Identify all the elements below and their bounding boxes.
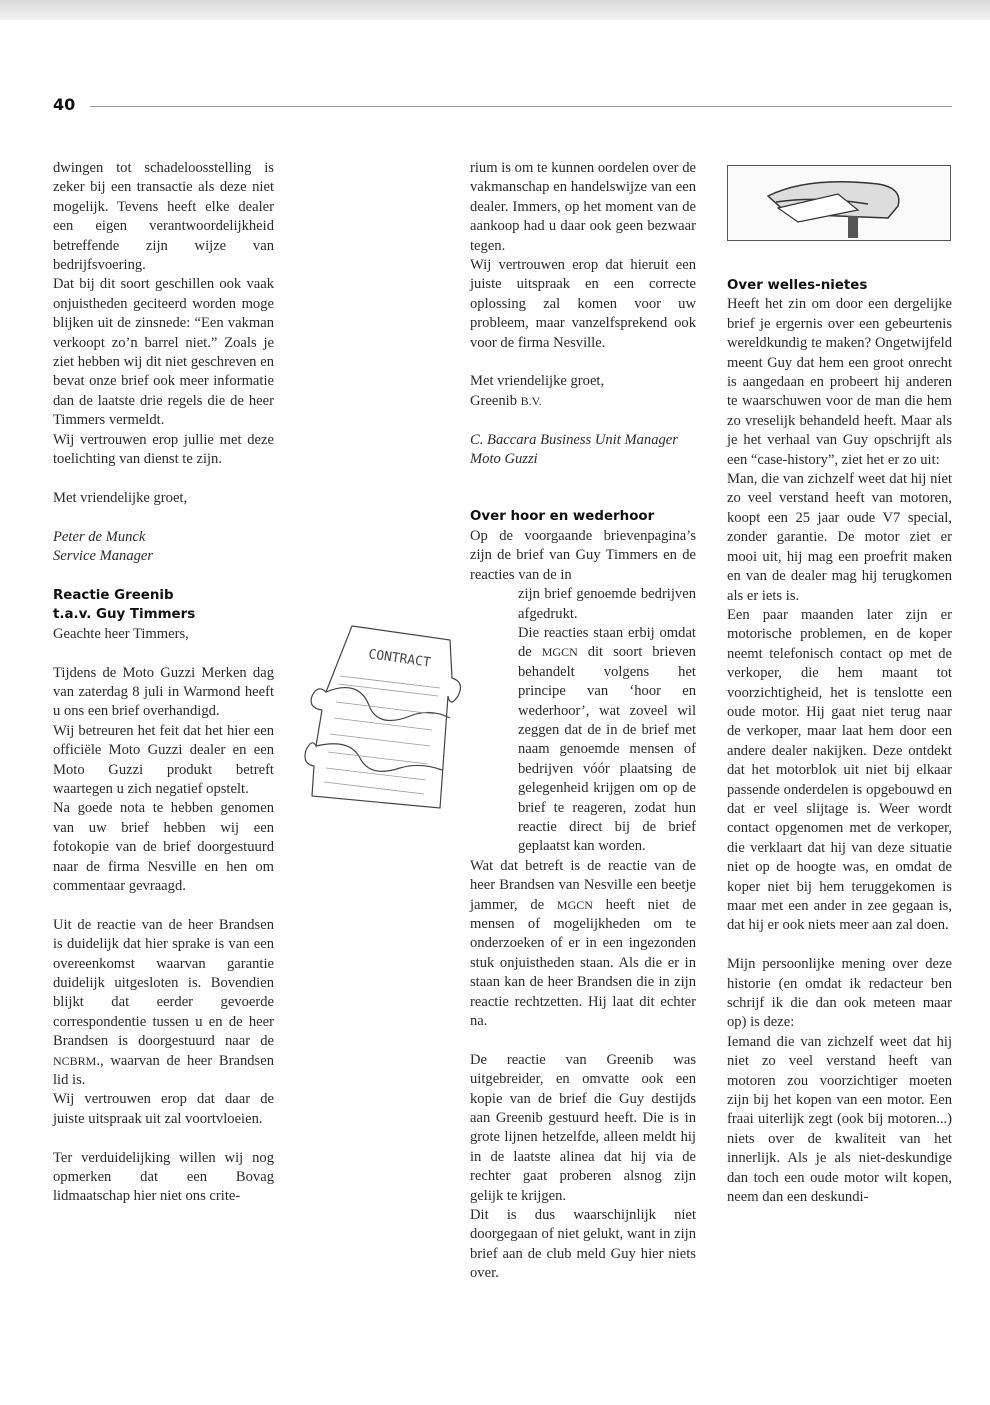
column-3 bbox=[727, 276, 952, 1207]
col3-paragraph: Iemand die van zichzelf weet dat hij niet zo veel verstand heeft van motoren zou voorzichtiger moeten zijn bij het kopen van een motor. Een fraai uiterlijk zegt (ook bij motoren...) niets over de kwaliteit van het innerlijk. Als je als niet-deskundige dan toch een oude motor wilt kopen, neem dan een deskundi- bbox=[727, 1033, 952, 1206]
col2-paragraph: Op de voorgaande brievenpagina’s zijn de brief van Guy Timmers en de reacties van de in bbox=[470, 527, 696, 583]
col2-paragraph: zijn brief genoemde bedrijven afgedrukt. bbox=[518, 586, 696, 622]
col3-paragraph: Een paar maanden later zijn er motorische problemen, en de koper neemt telefonisch contact op met de verkoper, die hem maant tot voorzichtigheid, het is tenslotte een oude motor. Hij gaat niet terug naar de verkoper, maar laat hem door een andere dealer nakijken. Deze ontdekt dat het motorblok uit niet bij elkaar passende onderdelen is opgebouwd en dat er veel slijtage is. Weer wordt contact opgenomen met de verkoper, die verklaart dat hij van deze situatie niet op de hoogte was, en omdat de koper niet bij hem teruggekomen is maar met een ander in zee gegaan is, dat hij er ook niets meer aan zal doen. bbox=[727, 606, 952, 934]
abbr-bv: B.V. bbox=[520, 393, 542, 408]
col2-paragraph-mgcn-2 bbox=[470, 857, 696, 1032]
col2-paragraph: Dit is dus waarschijnlijk niet doorgegaan of niet gelukt, want in zijn brief aan de club meld Guy hier niets over. bbox=[470, 1207, 696, 1282]
col1-p7-text: Uit de reactie van de heer Brandsen is duidelijk dat hier sprake is van een overeenkomst waarvan garantie duidelijk uitgesloten is. Bovendien blijkt dat eerder gevoerde correspondentie tussen u en de heer Brandsen is doorgestuurd naar de bbox=[53, 916, 274, 1050]
abbr-mgcn: MGCN bbox=[541, 645, 578, 660]
col1-greeting: Met vriendelijke groet, bbox=[53, 489, 188, 506]
section-heading-welles-nietes: Over welles-nietes bbox=[727, 278, 868, 293]
col1-paragraph-ncbrm bbox=[53, 916, 274, 1091]
col2-p4-text: Die reacties staan erbij omdat de bbox=[518, 624, 696, 661]
section-heading-tav: t.a.v. Guy Timmers bbox=[53, 607, 196, 623]
col1-p7-text-end: ., waarvan de heer Brandsen lid is. bbox=[53, 1052, 274, 1089]
col1-paragraph: Wij betreuren het feit dat het hier een officiële Moto Guzzi dealer en een Moto Guzzi produkt betreft waartegen u zich negatief opstelt. bbox=[53, 722, 274, 797]
col2-signature-line2: Moto Guzzi bbox=[470, 451, 538, 468]
header-rule bbox=[90, 106, 952, 107]
col2-signature-line1: C. Baccara Business Unit Manager bbox=[470, 431, 678, 448]
page-number: 40 bbox=[53, 95, 76, 114]
col1-paragraph: dwingen tot schadeloosstelling is zeker bij een transactie als deze niet mogelijk. Tevens heeft elke dealer een eigen verantwoordelijkheid betreffende zijn wijze van bedrijfsvoering. bbox=[53, 160, 274, 274]
col1-paragraph: Tijdens de Moto Guzzi Merken dag van zaterdag 8 juli in Warmond heeft u ons een brief overhandigd. bbox=[53, 664, 274, 720]
col2-greeting: Met vriendelijke groet, bbox=[470, 373, 605, 390]
col2-p4c-text: Wat dat betreft is de reactie van de heer Brandsen van Nesville een beetje jammer, de bbox=[470, 857, 696, 913]
col1-paragraph: Wij vertrouwen erop dat daar de juiste uitspraak uit zal voortvloeien. bbox=[53, 1091, 274, 1127]
col3-paragraph: Mijn persoonlijke mening over deze historie (en omdat ik redacteur ben schrijf ik die dan ook meteen maar op) is deze: bbox=[727, 956, 952, 1031]
col2-paragraph: rium is om te kunnen oordelen over de vakmanschap en handelswijze van een dealer. Immers, op het moment van de aankoop had u daar ook geen bezwaar tegen. bbox=[470, 160, 696, 254]
col1-paragraph: Dat bij dit soort geschillen ook vaak onjuistheden geciteerd worden moge blijken uit de zinsnede: “Een vakman verkoopt zo’n barrel niet.” Zoals je ziet hebben wij dit niet geschreven en bevat onze brief ook meer informatie dan de laatste drie regels die de heer Timmers vermeldt. bbox=[53, 276, 274, 429]
wrap-around-contract bbox=[470, 585, 696, 857]
col2-paragraph: De reactie van Greenib was uitgebreider, en omvatte ook een kopie van de brief die Guy destijds aan Greenib gestuurd heeft. Die is in grote lijnen hetzelfde, alleen meldt hij in de laatste alinea dat hij via de rechter gaat proberen alsnog zijn gelijk te krijgen. bbox=[470, 1051, 696, 1204]
mailbox-illustration-frame bbox=[727, 165, 951, 241]
abbr-mgcn: MGCN bbox=[556, 897, 593, 912]
col2-p4-text-end: dit soort brieven behandelt volgens het principe van ‘hoor en wederhoor’, wat zoveel wil zeggen dat de in de brief met naam genoemde mensen of bedrijven vóór plaatsing de gelegenheid krijgen om op de brief te reageren, zodat hun reactie direct bij de brief geplaatst kan worden. bbox=[518, 644, 696, 855]
contract-puzzle-illustration bbox=[300, 618, 465, 853]
contract-label: CONTRACT bbox=[367, 647, 432, 671]
col1-paragraph: Na goede nota te hebben genomen van uw brief hebben wij een fotokopie van de brief doorgestuurd naar de firma Nesville en hen om commentaar gevraagd. bbox=[53, 800, 274, 894]
col2-paragraph-mgcn bbox=[518, 624, 696, 857]
col2-paragraph: Wij vertrouwen erop dat hieruit een juiste uitspraak en een correcte oplossing zal komen voor uw probleem, maar vanzelfsprekend ook voor de firma Nesville. bbox=[470, 257, 696, 351]
col3-paragraph: Heeft het zin om door een dergelijke brief je ergernis over een gebeurtenis wereldkundig te maken? Ongetwijfeld meent Guy dat hem een groot onrecht is aangedaan en probeert hij anderen te waarschuwen voor de man die hem zo vreselijk behandeld heeft. Maar als je het verhaal van Guy opschrijft als een “case-history”, ziet het er zo uit: bbox=[727, 296, 952, 468]
column-1 bbox=[53, 159, 274, 1207]
col2-company-name: Greenib bbox=[470, 392, 521, 409]
col1-signature-name: Peter de Munck bbox=[53, 528, 146, 545]
mailbox-icon bbox=[728, 166, 950, 240]
scan-top-stripe bbox=[0, 0, 990, 20]
col1-paragraph: Wij vertrouwen erop jullie met deze toelichting van dienst te zijn. bbox=[53, 431, 274, 468]
col3-paragraph: Man, die van zichzelf weet dat hij niet zo veel verstand heeft van motoren, koopt een 25 jaar oude V7 special, zonder garantie. De motor ziet er mooi uit, hij mag een proefrit maken en van de dealer mag hij terugkomen als er iets is. bbox=[727, 471, 952, 604]
col2-company bbox=[470, 392, 696, 411]
col1-signature-title: Service Manager bbox=[53, 548, 154, 565]
column-2 bbox=[470, 159, 696, 1284]
abbr-ncbrm: NCBRM bbox=[53, 1053, 97, 1068]
section-heading-reactie: Reactie Greenib bbox=[53, 587, 174, 603]
col2-p4d-text: heeft niet de mensen of mogelijkheden om te onderzoeken of er in een ingezonden stuk onjuistheden staan. Als die er in staan kan de heer Brandsen die in zijn reactie rechtzetten. Hij laat dit echter na. bbox=[470, 896, 696, 1030]
col1-paragraph: Ter verduidelijking willen wij nog opmerken dat een Bovag lidmaatschap hier niet ons crite- bbox=[53, 1149, 274, 1205]
section-heading-hoor: Over hoor en wederhoor bbox=[470, 509, 655, 525]
col1-salutation: Geachte heer Timmers, bbox=[53, 625, 189, 642]
